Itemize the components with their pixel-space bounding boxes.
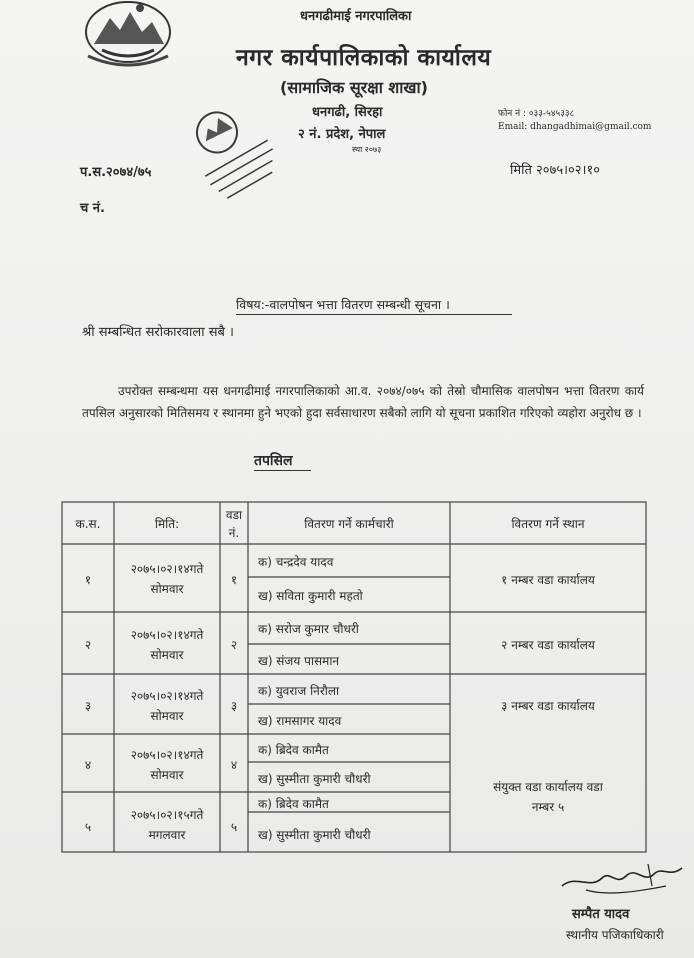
table-row-2-date: २०७५।०२।१४गते	[130, 628, 204, 642]
address-line-1: धनगढी, सिरहा	[312, 105, 383, 120]
table-row-3-staff-a: क) युवराज निरौला	[258, 684, 340, 698]
schedule-heading-underline	[254, 470, 311, 471]
table-row-4-sn: ४	[84, 758, 92, 772]
handwritten-signature	[556, 856, 688, 906]
email-address: Email: dhangadhimai@gmail.com	[498, 122, 652, 132]
table-row-5-day: मगलवार	[148, 828, 186, 842]
table-row-2-sn: २	[84, 638, 92, 652]
body-paragraph: उपरोक्त सम्बन्धमा यस धनगढीमाई नगरपालिकाको आ.व. २०७४/०७५ को तेस्रो चौमासिक वालपोषन भत्ता वितरण कार्य तपसिल अनुसारको मितिसमय र स्थानमा हुने भएको हुदा सर्वसाधारण सबैको लागि यो सूचना प्रकाशित गरिएको व्यहोरा अनुरोध छ ।	[82, 384, 644, 420]
subject-underline	[236, 314, 512, 315]
header-staff: वितरण गर्ने कार्मचारी	[304, 517, 394, 531]
table-row-5-date: २०७५।०२।१५गते	[130, 808, 204, 822]
table-row-4-ward: ४	[230, 758, 238, 772]
dispatch-number: च नं.	[80, 201, 105, 216]
table-row-1-place: १ नम्बर वडा कार्यालय	[501, 573, 595, 587]
table-row-3-day: सोमवार	[150, 709, 184, 723]
schedule-heading: तपसिल	[254, 453, 293, 469]
header-place: वितरण गर्ने स्थान	[511, 517, 585, 531]
table-row-3-sn: ३	[84, 699, 92, 713]
table-merged-place-line-1: संयुक्त वडा कार्यालय वडा	[493, 780, 603, 794]
subject-line: विषय:-वालपोषन भत्ता वितरण सम्बन्धी सूचना ।	[236, 297, 450, 312]
table-row-5-staff-b: ख) सुस्मीता कुमारी चौधरी	[258, 828, 371, 842]
table-row-2-staff-a: क) सरोज कुमार चौधरी	[258, 622, 359, 636]
table-row-3-ward: ३	[230, 699, 238, 713]
table-row-1-date: २०७५।०२।१४गते	[130, 562, 204, 576]
header-serial-number: क.स.	[75, 517, 101, 531]
office-title: नगर कार्यपालिकाको कार्यालय	[236, 45, 492, 71]
salutation: श्री सम्बन्धित सरोकारवाला सबै ।	[82, 325, 234, 340]
table-row-2-ward: २	[230, 638, 238, 652]
table-merged-place-line-2: नम्बर ५	[531, 800, 565, 814]
signatory-name: सम्पैत यादव	[572, 907, 630, 922]
header-ward-line-2: नं.	[228, 526, 240, 540]
address-line-2: २ नं. प्रदेश, नेपाल	[298, 127, 386, 142]
table-row-1-sn: १	[84, 573, 92, 587]
municipality-name: धनगढीमाई नगरपालिका	[300, 9, 412, 24]
table-row-3-date: २०७५।०२।१४गते	[130, 689, 204, 703]
table-row-3-place: ३ नम्बर वडा कार्यालय	[501, 699, 595, 713]
table-row-2-day: सोमवार	[150, 648, 184, 662]
table-row-2-place: २ नम्बर वडा कार्यालय	[501, 638, 595, 652]
letter-number: प.स.२०७४/७५	[80, 165, 152, 180]
table-row-5-staff-a: क) ब्रिदेव कामैत	[258, 797, 329, 811]
established-year: स्था २०७३	[352, 145, 382, 154]
table-row-5-ward: ५	[230, 820, 238, 834]
branch-name: (सामाजिक सूरक्षा शाखा)	[280, 78, 428, 97]
table-row-1-staff-b: ख) सविता कुमारी महतो	[258, 589, 363, 603]
table-row-1-day: सोमवार	[150, 582, 184, 596]
table-row-5-sn: ५	[84, 820, 92, 834]
header-date: मिति:	[154, 517, 180, 531]
office-stamp	[178, 95, 282, 215]
table-row-1-staff-a: क) चन्द्रदेव यादव	[258, 555, 334, 569]
table-row-1-ward: १	[230, 573, 238, 587]
table-row-3-staff-b: ख) रामसागर यादव	[258, 714, 342, 728]
letter-date: मिति २०७५।०२।१०	[510, 163, 600, 178]
header-ward-line-1: वडा	[225, 508, 243, 522]
table-row-4-staff-a: क) ब्रिदेव कामैत	[258, 743, 329, 757]
phone-number: फोन नं : ०३३-५४५३३८	[498, 109, 575, 119]
table-row-2-staff-b: ख) संजय पासमान	[258, 654, 340, 668]
table-row-4-date: २०७५।०२।१४गते	[130, 748, 204, 762]
nepal-emblem-logo	[80, 0, 176, 70]
table-row-4-staff-b: ख) सुस्मीता कुमारी चौधरी	[258, 772, 371, 786]
table-row-4-day: सोमवार	[150, 768, 184, 782]
signatory-title: स्थानीय पजिकाधिकारी	[566, 928, 664, 942]
